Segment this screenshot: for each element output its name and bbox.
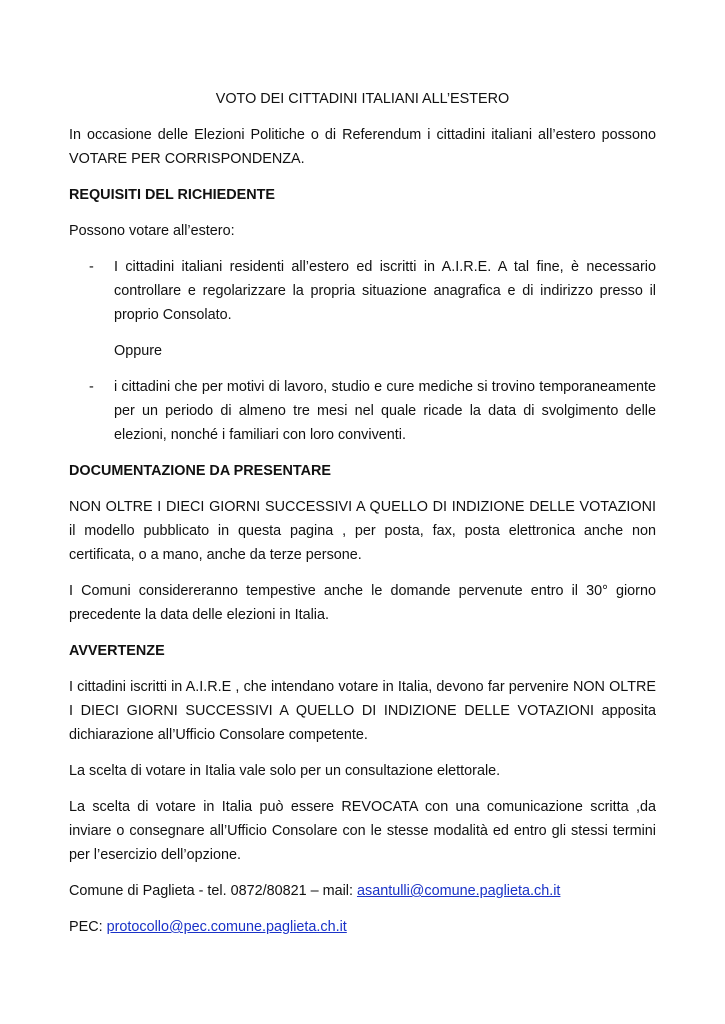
pec-line xyxy=(69,915,656,939)
avvertenze-paragraph-2: La scelta di votare in Italia vale solo per un consultazione elettorale. xyxy=(69,763,501,779)
dash-bullet: - xyxy=(89,379,94,395)
list-item-text: i cittadini che per motivi di lavoro, studio e cure mediche si trovino temporaneamente per un periodo di almeno tre mesi nel quale ricade la data di svolgimento delle elezioni, nonché i familiari con loro conviventi. xyxy=(114,379,656,443)
document-page xyxy=(69,87,656,951)
requisiti-lead: Possono votare all’estero: xyxy=(69,223,235,239)
requisiti-list xyxy=(69,255,656,327)
dash-bullet: - xyxy=(89,259,94,275)
contact-line xyxy=(69,879,656,903)
avvertenze-paragraph-3: La scelta di votare in Italia può essere REVOCATA con una comunicazione scritta ,da inviare o consegnare all’Ufficio Consolare con le stesse modalità ed entro gli stessi termini per l’esercizio dell’opzione. xyxy=(69,799,656,863)
pec-prefix: PEC: xyxy=(69,919,107,935)
requisiti-list-2 xyxy=(69,375,656,447)
avvertenze-paragraph-1: I cittadini iscritti in A.I.R.E , che intendano votare in Italia, devono far pervenire NON OLTRE I DIECI GIORNI SUCCESSIVI A QUELLO DI INDIZIONE DELLE VOTAZIONI apposita dichiarazione all’Ufficio Consolare competente. xyxy=(69,679,656,743)
document-title: VOTO DEI CITTADINI ITALIANI ALL’ESTERO xyxy=(215,91,510,107)
oppure-text: Oppure xyxy=(114,343,162,359)
requisiti-heading: REQUISITI DEL RICHIEDENTE xyxy=(69,187,276,203)
contact-prefix: Comune di Paglieta - tel. 0872/80821 – mail: xyxy=(69,883,357,899)
pec-link[interactable]: protocollo@pec.comune.paglieta.ch.it xyxy=(106,919,347,935)
documentazione-paragraph-2: I Comuni considereranno tempestive anche le domande pervenute entro il 30° giorno precedente la data delle elezioni in Italia. xyxy=(69,583,656,623)
avvertenze-heading: AVVERTENZE xyxy=(69,643,165,659)
list-item xyxy=(69,255,656,327)
documentazione-heading: DOCUMENTAZIONE DA PRESENTARE xyxy=(69,463,331,479)
documentazione-paragraph-1: NON OLTRE I DIECI GIORNI SUCCESSIVI A QUELLO DI INDIZIONE DELLE VOTAZIONI il modello pubblicato in questa pagina , per posta, fax, posta elettronica anche non certificata, o a mano, anche da terze persone. xyxy=(69,499,656,563)
intro-paragraph: In occasione delle Elezioni Politiche o di Referendum i cittadini italiani all’estero possono VOTARE PER CORRISPONDENZA. xyxy=(69,127,656,167)
list-item xyxy=(69,375,656,447)
email-link[interactable]: asantulli@comune.paglieta.ch.it xyxy=(357,883,561,899)
list-item-text: I cittadini italiani residenti all’estero ed iscritti in A.I.R.E. A tal fine, è necessario controllare e regolarizzare la propria situazione anagrafica e di indirizzo presso il proprio Consolato. xyxy=(114,259,656,323)
